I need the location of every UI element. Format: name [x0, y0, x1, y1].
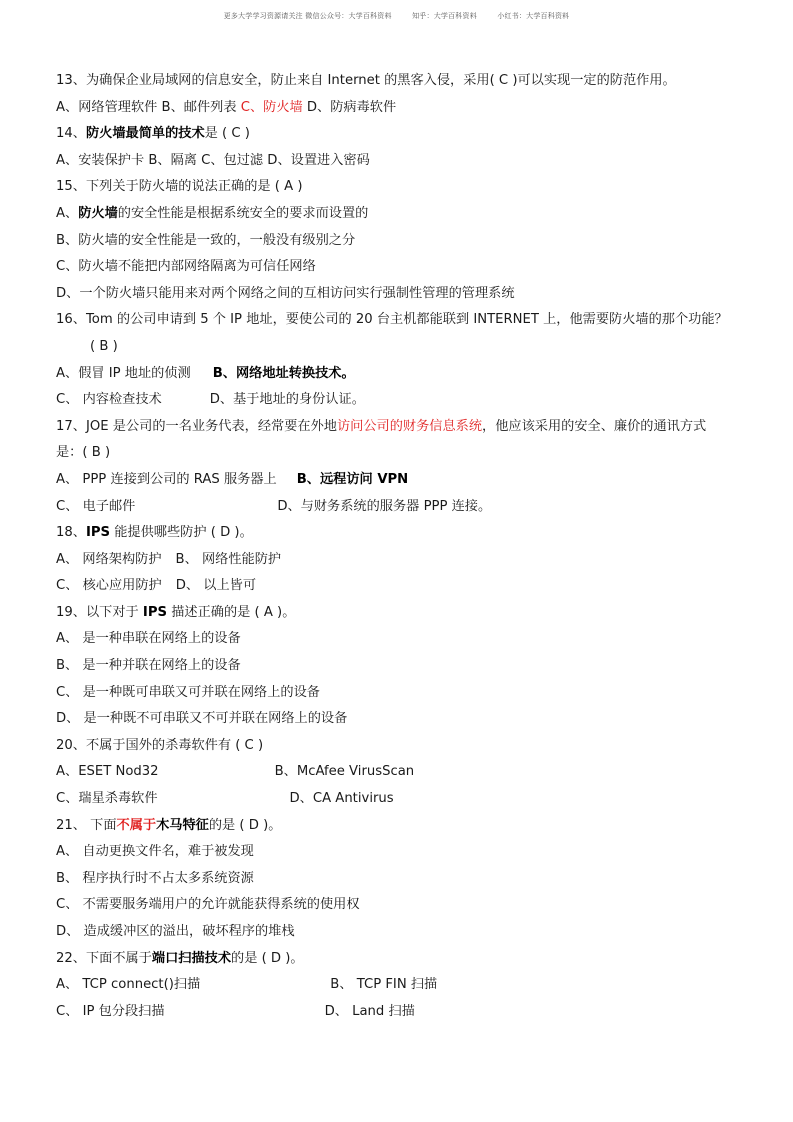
question-16: 16、Tom 的公司申请到 5 个 IP 地址，要使公司的 20 台主机都能联到 INTERNET 上，他需要防火墙的那个功能？ [56, 312, 728, 328]
q19-part2: 描述正确的是 ( A )。 [167, 604, 296, 620]
q21-option-d: D、 造成缓冲区的溢出，破坏程序的堆栈 [56, 924, 295, 939]
q20-option-a: A、ESET Nod32 [56, 764, 159, 780]
q18-option-d: D、 以上皆可 [175, 578, 257, 594]
q14-options: A、安装保护卡 B、隔离 C、包过滤 D、设置进入密码 [56, 152, 370, 168]
q14-rest: 是 ( C ) [204, 126, 250, 142]
q15-option-a-rest: 的安全性能是根据系统安全的要求而设置的 [117, 205, 369, 221]
q15-option-d: D、一个防火墙只能用来对两个网络之间的互相访问实行强制性管理的管理系统 [56, 285, 515, 301]
q17-part2: ，他应该采用的安全、廉价的通讯方式 [482, 418, 707, 434]
question-19 [56, 600, 756, 627]
q21-red-term: 不属于 [116, 817, 157, 833]
q21-option-b: B、 程序执行时不占太多系统资源 [56, 870, 254, 886]
q19-option-c: C、 是一种既可串联又可并联在网络上的设备 [56, 684, 320, 700]
question-14 [56, 121, 756, 148]
q21-option-c: C、 不需要服务端用户的允许就能获得系统的使用权 [56, 897, 360, 913]
q21-part2: 的是 ( D )。 [208, 817, 282, 833]
q13-option-c: C、防火墙 [240, 99, 303, 115]
question-17 [56, 414, 756, 441]
q22-bold-term: 端口扫描技术 [151, 950, 232, 966]
q15-option-b: B、防火墙的安全性能是一致的，一般没有级别之分 [56, 232, 356, 248]
q22-part2: 的是 ( D )。 [231, 950, 304, 966]
q16-option-c: C、 内容检查技术 [56, 392, 162, 408]
q13-option-d: D、防病毒软件 [306, 99, 397, 115]
q20-options-ab [56, 759, 756, 786]
page-header [0, 11, 793, 21]
q20-option-b: B、McAfee VirusScan [274, 764, 415, 780]
question-22 [56, 946, 756, 973]
q20-option-c: C、瑞星杀毒软件 [56, 791, 158, 807]
q17-option-c: C、 电子邮件 [56, 498, 136, 514]
q18-option-c: C、 核心应用防护 [56, 578, 162, 594]
q21-part1: 21、 下面 [56, 817, 117, 833]
q16-option-d: D、基于地址的身份认证。 [209, 392, 365, 408]
q18-bold-term: IPS [85, 525, 111, 541]
q18-options-cd [56, 573, 756, 600]
q22-part1: 22、下面不属于 [56, 950, 152, 966]
q13-option-b: B、邮件列表 [161, 99, 237, 115]
q19-option-a: A、 是一种串联在网络上的设备 [56, 631, 241, 647]
question-13: 13、为确保企业局域网的信息安全，防止来自 Internet 的黑客入侵，采用( C )可以实现一定的防范作用。 [56, 73, 676, 88]
question-20: 20、不属于国外的杀毒软件有 ( C ) [56, 737, 264, 753]
q18-option-a: A、 网络架构防护 [56, 551, 162, 567]
q18-rest: 能提供哪些防护 ( D )。 [110, 525, 253, 541]
q19-part1: 19、以下对于 [56, 604, 143, 620]
header-zhihu: 知乎：大学百科资料 [412, 12, 477, 20]
header-xiaohongshu: 小红书：大学百科资料 [497, 12, 570, 20]
q15-option-a-prefix: A、 [56, 205, 79, 221]
q17-highlight: 访问公司的财务信息系统 [336, 418, 483, 434]
q16-option-a: A、假冒 IP 地址的侦测 [56, 365, 191, 381]
q20-option-d: D、CA Antivirus [289, 791, 394, 807]
q17-option-d: D、与财务系统的服务器 PPP 连接。 [277, 498, 492, 514]
q21-option-a: A、 自动更换文件名，难于被发现 [56, 844, 254, 860]
q18-options-ab [56, 547, 756, 574]
q19-option-d: D、 是一种既不可串联又不可并联在网络上的设备 [56, 711, 348, 727]
q14-bold-term: 防火墙最简单的技术 [85, 126, 205, 142]
question-21 [56, 813, 756, 840]
q16-options-cd [56, 387, 756, 414]
header-wechat: 更多大学学习资源请关注 微信公众号：大学百科资料 [223, 12, 392, 20]
q22-options-cd [56, 999, 756, 1026]
q15-option-a [56, 201, 756, 228]
q17-answer: 是：( B ) [56, 445, 111, 461]
q22-option-c: C、 IP 包分段扫描 [56, 1003, 165, 1019]
q18-option-b: B、 网络性能防护 [175, 551, 282, 567]
q19-bold-term: IPS [142, 604, 167, 620]
document-body [56, 68, 756, 1025]
q16-answer: ( B ) [90, 338, 118, 354]
q13-option-a: A、网络管理软件 [56, 99, 158, 115]
q15-option-c: C、防火墙不能把内部网络隔离为可信任网络 [56, 259, 316, 275]
q17-option-a: A、 PPP 连接到公司的 RAS 服务器上 [56, 471, 277, 487]
q14-number: 14、 [56, 126, 86, 142]
q22-options-ab [56, 972, 756, 999]
q16-options-ab [56, 361, 756, 388]
q15-option-a-bold: 防火墙 [78, 205, 118, 221]
q17-option-b: B、远程访问 VPN [296, 471, 409, 487]
q17-options-ab [56, 467, 756, 494]
q22-option-d: D、 Land 扫描 [324, 1003, 415, 1019]
q21-bold-term: 木马特征 [156, 817, 209, 833]
q22-option-a: A、 TCP connect()扫描 [56, 977, 201, 993]
question-15: 15、下列关于防火墙的说法正确的是 ( A ) [56, 179, 303, 195]
q16-option-b: B、网络地址转换技术。 [212, 365, 355, 381]
q20-options-cd [56, 786, 756, 813]
q18-number: 18、 [56, 525, 86, 541]
q22-option-b: B、 TCP FIN 扫描 [330, 977, 438, 993]
question-18 [56, 520, 756, 547]
q13-options [56, 95, 756, 122]
q17-part1: 17、JOE 是公司的一名业务代表，经常要在外地 [56, 418, 337, 434]
q19-option-b: B、 是一种并联在网络上的设备 [56, 658, 241, 674]
q17-options-cd [56, 494, 756, 521]
